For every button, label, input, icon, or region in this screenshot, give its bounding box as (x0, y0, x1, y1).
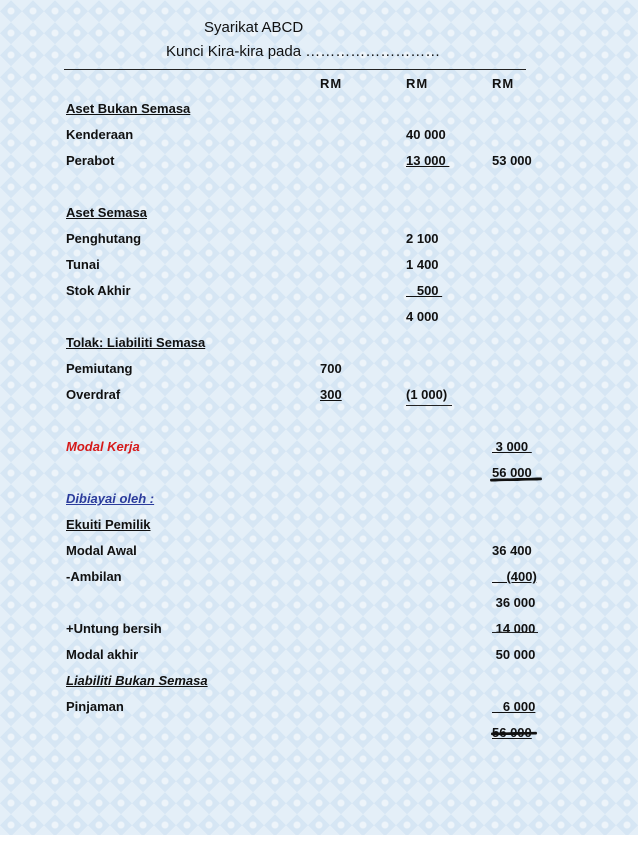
amount-col-2: 1 400 (406, 257, 439, 272)
amount-col-3: 36 000 (492, 595, 536, 610)
table-row (0, 101, 638, 127)
row-label: Aset Semasa (66, 205, 147, 220)
amount-col-2: 40 000 (406, 127, 446, 142)
table-row (0, 205, 638, 231)
table-row (0, 673, 638, 699)
amount-col-3: 6 000 (492, 699, 536, 714)
sheet-subtitle: Kunci Kira-kira pada ……………………… (166, 43, 441, 60)
table-row (0, 517, 638, 543)
amount-col-3: 56 000 (492, 725, 532, 740)
amount-col-2: 500 (406, 283, 443, 298)
table-row (0, 361, 638, 387)
company-name: Syarikat ABCD (204, 19, 304, 36)
row-label: Stok Akhir (66, 283, 131, 298)
table-row (0, 231, 638, 257)
amount-col-2: (1 000) (406, 387, 448, 402)
page-bottom-band (0, 835, 638, 851)
amount-col-3: 3 000 (492, 439, 532, 454)
amount-col-3: 14 000 (492, 621, 536, 636)
column-header-rm-2: RM (406, 76, 429, 91)
row-label: Tunai (66, 257, 100, 272)
subtotal-rule (406, 405, 452, 406)
row-label: +Untung bersih (66, 621, 162, 636)
amount-col-1: 300 (320, 387, 342, 402)
row-label: Penghutang (66, 231, 142, 246)
column-header-rm-3: RM (492, 76, 515, 91)
row-label: Tolak: Liabiliti Semasa (66, 335, 206, 350)
amount-col-2: 13 000 (406, 153, 450, 168)
column-header-rm-1: RM (320, 76, 343, 91)
table-row (0, 595, 638, 621)
row-label: Liabiliti Bukan Semasa (66, 673, 208, 688)
table-row (0, 699, 638, 725)
amount-col-3: 53 000 (492, 153, 532, 168)
amount-col-2: 2 100 (406, 231, 439, 246)
row-label: Dibiayai oleh : (66, 491, 155, 506)
table-row (0, 725, 638, 751)
amount-col-3: 36 400 (492, 543, 532, 558)
table-row (0, 413, 638, 439)
table-row (0, 647, 638, 673)
row-label: Kenderaan (66, 127, 134, 142)
row-label: -Ambilan (66, 569, 122, 584)
row-label: Aset Bukan Semasa (66, 101, 191, 116)
table-row (0, 309, 638, 335)
row-label: Pemiutang (66, 361, 133, 376)
table-row (0, 257, 638, 283)
row-label: Perabot (66, 153, 115, 168)
row-label: Modal Kerja (66, 439, 140, 454)
amount-col-3: 56 000 (492, 465, 532, 480)
amount-col-1: 700 (320, 361, 342, 376)
row-label: Ekuiti Pemilik (66, 517, 151, 532)
row-label: Pinjaman (66, 699, 124, 714)
table-row (0, 179, 638, 205)
table-row (0, 465, 638, 491)
table-row (0, 569, 638, 595)
table-row (0, 335, 638, 361)
amount-col-3: (400) (492, 569, 537, 584)
amount-col-2: 4 000 (406, 309, 439, 324)
row-label: Modal akhir (66, 647, 139, 662)
table-row (0, 387, 638, 413)
row-label: Overdraf (66, 387, 121, 402)
table-row (0, 439, 638, 465)
table-row (0, 621, 638, 647)
table-row (0, 127, 638, 153)
header-rule (64, 69, 526, 70)
table-row (0, 153, 638, 179)
row-label: Modal Awal (66, 543, 137, 558)
table-row (0, 491, 638, 517)
table-row (0, 543, 638, 569)
table-row (0, 283, 638, 309)
amount-col-3: 50 000 (492, 647, 536, 662)
subtotal-rule (492, 632, 538, 633)
